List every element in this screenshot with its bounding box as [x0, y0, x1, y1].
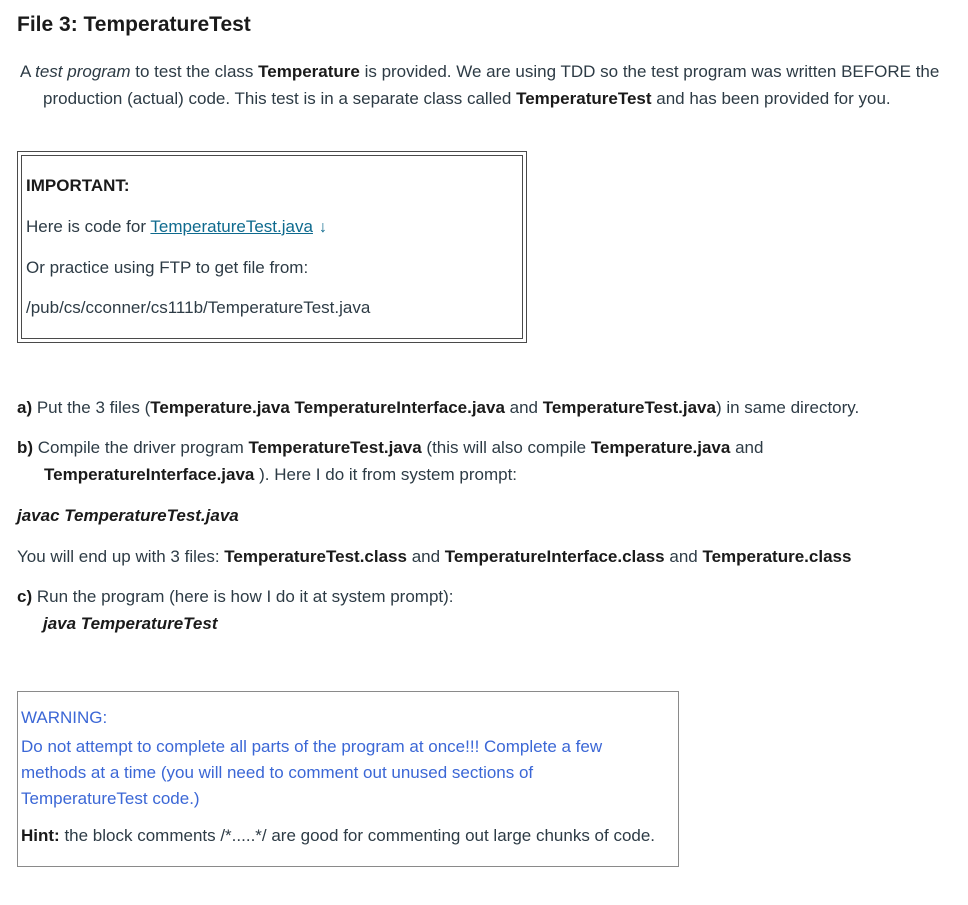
code-link-prefix: Here is code for	[26, 217, 151, 236]
hint	[21, 826, 655, 846]
step-b	[17, 434, 944, 488]
intro-text-3: is provided. We are using TDD so the test program was written BEFORE the production (actual) code. This test is in a separate class called	[43, 62, 940, 108]
intro-test-class: TemperatureTest	[516, 89, 652, 108]
step-a-and: and	[504, 398, 543, 417]
intro-text-2: to test the class	[130, 62, 259, 81]
step-b-text-3: and	[730, 438, 764, 457]
download-icon[interactable]: ↓	[318, 219, 327, 236]
files-and-2: and	[664, 547, 703, 566]
step-a-label: a)	[17, 398, 33, 417]
step-b-file-1: TemperatureTest.java	[248, 438, 422, 457]
intro-test-program: test program	[35, 62, 131, 81]
step-a-file-1: Temperature.java	[150, 398, 290, 417]
step-b-text-1: Compile the driver program	[33, 438, 249, 457]
hint-label: Hint:	[21, 826, 60, 845]
step-c	[17, 583, 454, 610]
files-file-3: Temperature.class	[702, 547, 852, 566]
warning-box	[17, 691, 679, 867]
ftp-text: Or practice using FTP to get file from:	[26, 258, 309, 277]
temperaturetest-java-link[interactable]: TemperatureTest.java	[150, 217, 313, 236]
step-b-text-2: (this will also compile	[421, 438, 591, 457]
javac-command: javac TemperatureTest.java	[17, 506, 239, 525]
step-c-label: c)	[17, 587, 33, 606]
step-b-label: b)	[17, 438, 34, 457]
intro-class-name: Temperature	[258, 62, 360, 81]
step-b-file-3: TemperatureInterface.java	[44, 465, 255, 484]
intro-text-4: and has been provided for you.	[651, 89, 891, 108]
java-run-command: java TemperatureTest	[43, 614, 218, 633]
files-file-1: TemperatureTest.class	[224, 547, 407, 566]
step-a-text-1: Put the 3 files (	[32, 398, 151, 417]
step-a-file-2: TemperatureInterface.java	[294, 398, 505, 417]
step-b-text-4: ). Here I do it from system prompt:	[254, 465, 518, 484]
important-title: IMPORTANT:	[26, 176, 130, 195]
warning-title: WARNING:	[21, 708, 108, 727]
page-title: File 3: TemperatureTest	[17, 13, 251, 36]
resulting-files	[17, 543, 851, 570]
files-file-2: TemperatureInterface.class	[444, 547, 665, 566]
step-a-file-3: TemperatureTest.java	[542, 398, 716, 417]
code-link-row	[26, 217, 327, 237]
step-b-file-2: Temperature.java	[590, 438, 731, 457]
step-a	[17, 394, 859, 421]
intro-paragraph	[20, 58, 943, 112]
files-and-1: and	[406, 547, 445, 566]
ftp-path: /pub/cs/cconner/cs111b/TemperatureTest.java	[26, 298, 371, 317]
important-inner	[21, 155, 523, 339]
warning-text: Do not attempt to complete all parts of the program at once!!! Complete a few methods at a time (you will need to comment out unused sections of TemperatureTest code.)	[21, 737, 603, 808]
files-text: You will end up with 3 files:	[17, 547, 225, 566]
step-a-text-2: ) in same directory.	[715, 398, 860, 417]
hint-text: the block comments /*.....*/ are good for commenting out large chunks of code.	[59, 826, 656, 845]
important-box	[17, 151, 527, 343]
step-c-text: Run the program (here is how I do it at system prompt):	[32, 587, 454, 606]
intro-text-1: A	[20, 62, 36, 81]
